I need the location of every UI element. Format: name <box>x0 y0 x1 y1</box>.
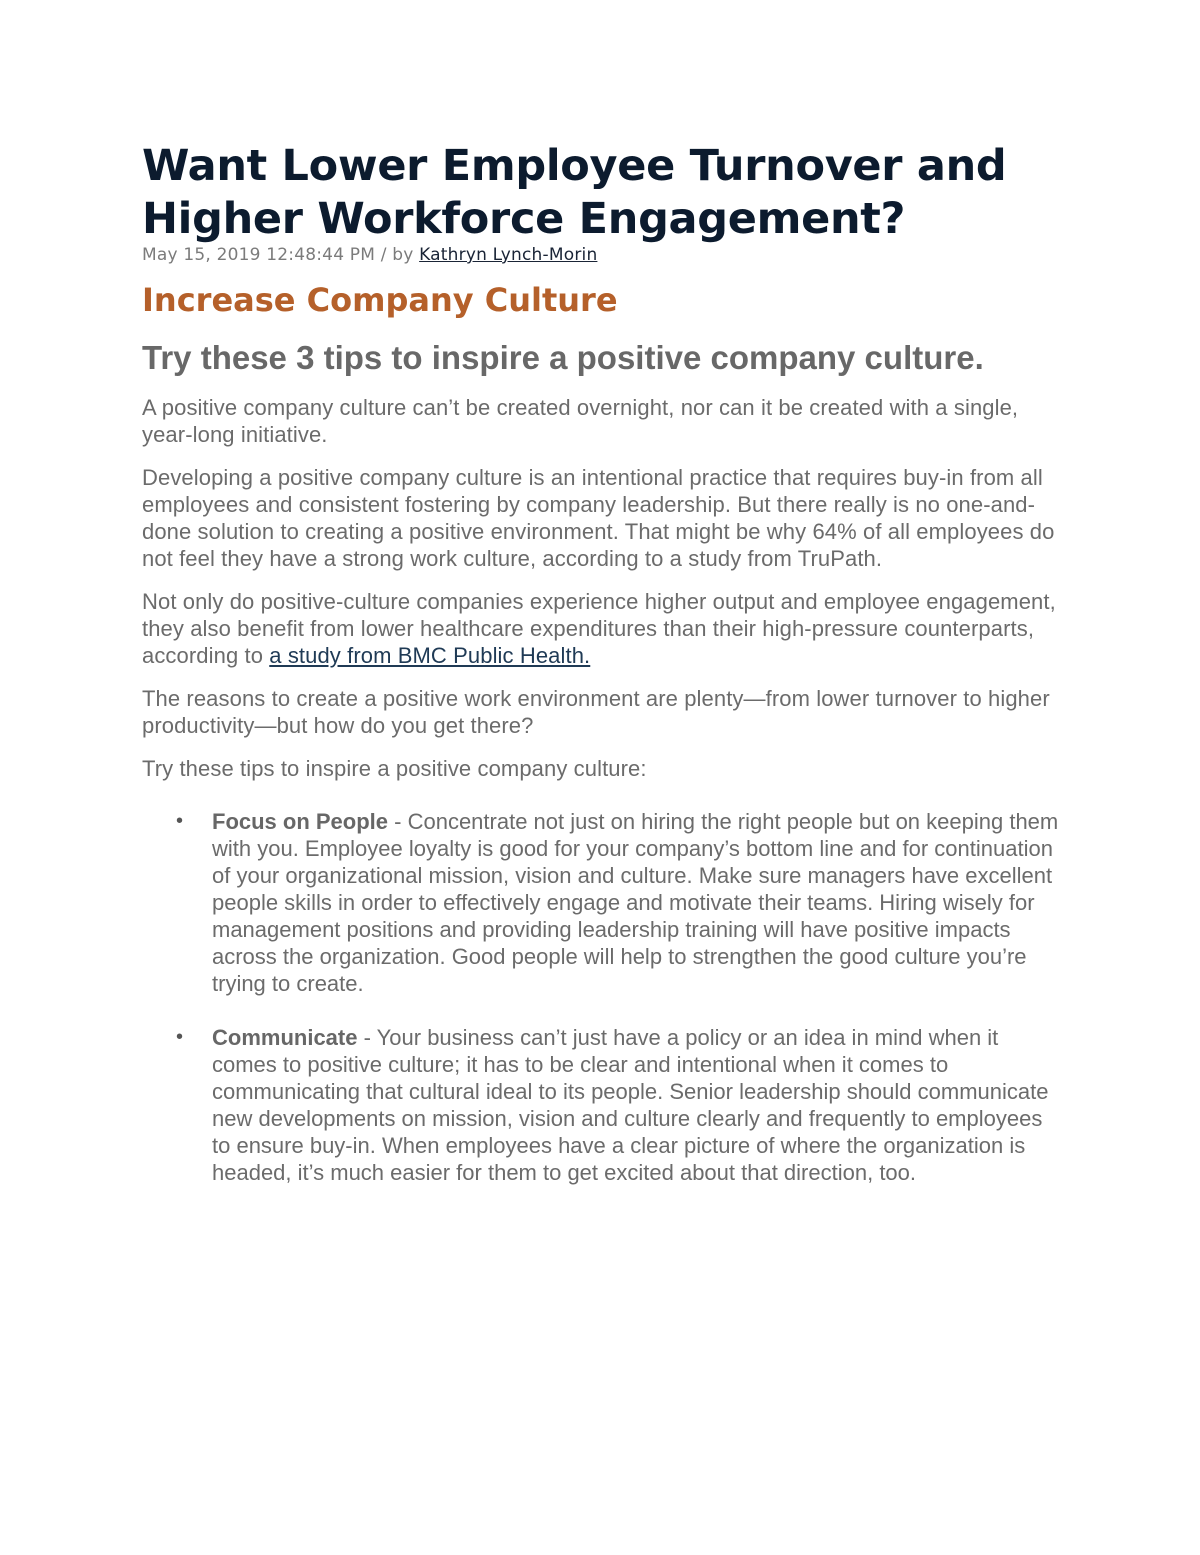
tips-list <box>142 808 1062 1186</box>
section-heading: Increase Company Culture <box>142 281 618 319</box>
paragraph-intro: A positive company culture can’t be created overnight, nor can it be created with a single, year-long initiative. <box>142 395 1019 447</box>
article <box>142 140 1062 1213</box>
tip-title: Communicate <box>212 1025 358 1050</box>
list-item <box>142 1024 1062 1186</box>
byline-date: May 15, 2019 12:48:44 PM / by <box>142 245 420 265</box>
author-link[interactable]: Kathryn Lynch-Morin <box>419 245 598 265</box>
tip-title: Focus on People <box>212 809 389 834</box>
paragraph-reasons: The reasons to create a positive work environment are plenty—from lower turnover to higher productivity—but how do you get there? <box>142 686 1050 738</box>
paragraph-benefits-text: Not only do positive-culture companies experience higher output and employee engagement, they also benefit from lower healthcare expenditures than their high-pressure counterparts, according to <box>142 589 1056 668</box>
subheading: Try these 3 tips to inspire a positive company culture. <box>142 339 984 376</box>
bmc-study-link[interactable]: a study from BMC Public Health. <box>269 643 591 668</box>
paragraph-tips-intro: Try these tips to inspire a positive company culture: <box>142 756 647 781</box>
tip-text: - Your business can’t just have a policy or an idea in mind when it comes to positive culture; it has to be clear and intentional when it comes to communicating that cultural ideal to its people. Senior leadership should communicate new developments on mission, vision and culture clearly and frequently to employees to ensure buy-in. When employees have a clear picture of where the organization is headed, it’s much easier for them to get excited about that direction, too. <box>212 1025 1049 1185</box>
byline <box>142 244 1062 266</box>
paragraph-benefits <box>142 588 1062 669</box>
paragraph-developing: Developing a positive company culture is an intentional practice that requires buy-in from all employees and consistent fostering by company leadership. But there really is no one-and-done solution to creating a positive environment. That might be why 64% of all employees do not feel they have a strong work culture, according to a study from TruPath. <box>142 465 1055 571</box>
bullet-icon: • <box>176 1026 184 1048</box>
tip-text: - Concentrate not just on hiring the right people but on keeping them with you. Employee loyalty is good for your company’s bottom line and for continuation of your organizational mission, vision and culture. Make sure managers have excellent people skills in order to effectively engage and motivate their teams. Hiring wisely for management positions and providing leadership training will have positive impacts across the organization. Good people will help to strengthen the good culture you’re trying to create. <box>212 809 1059 996</box>
list-item <box>142 808 1062 997</box>
article-title: Want Lower Employee Turnover and Higher Workforce Engagement? <box>142 141 1007 244</box>
bullet-icon: • <box>176 810 184 832</box>
